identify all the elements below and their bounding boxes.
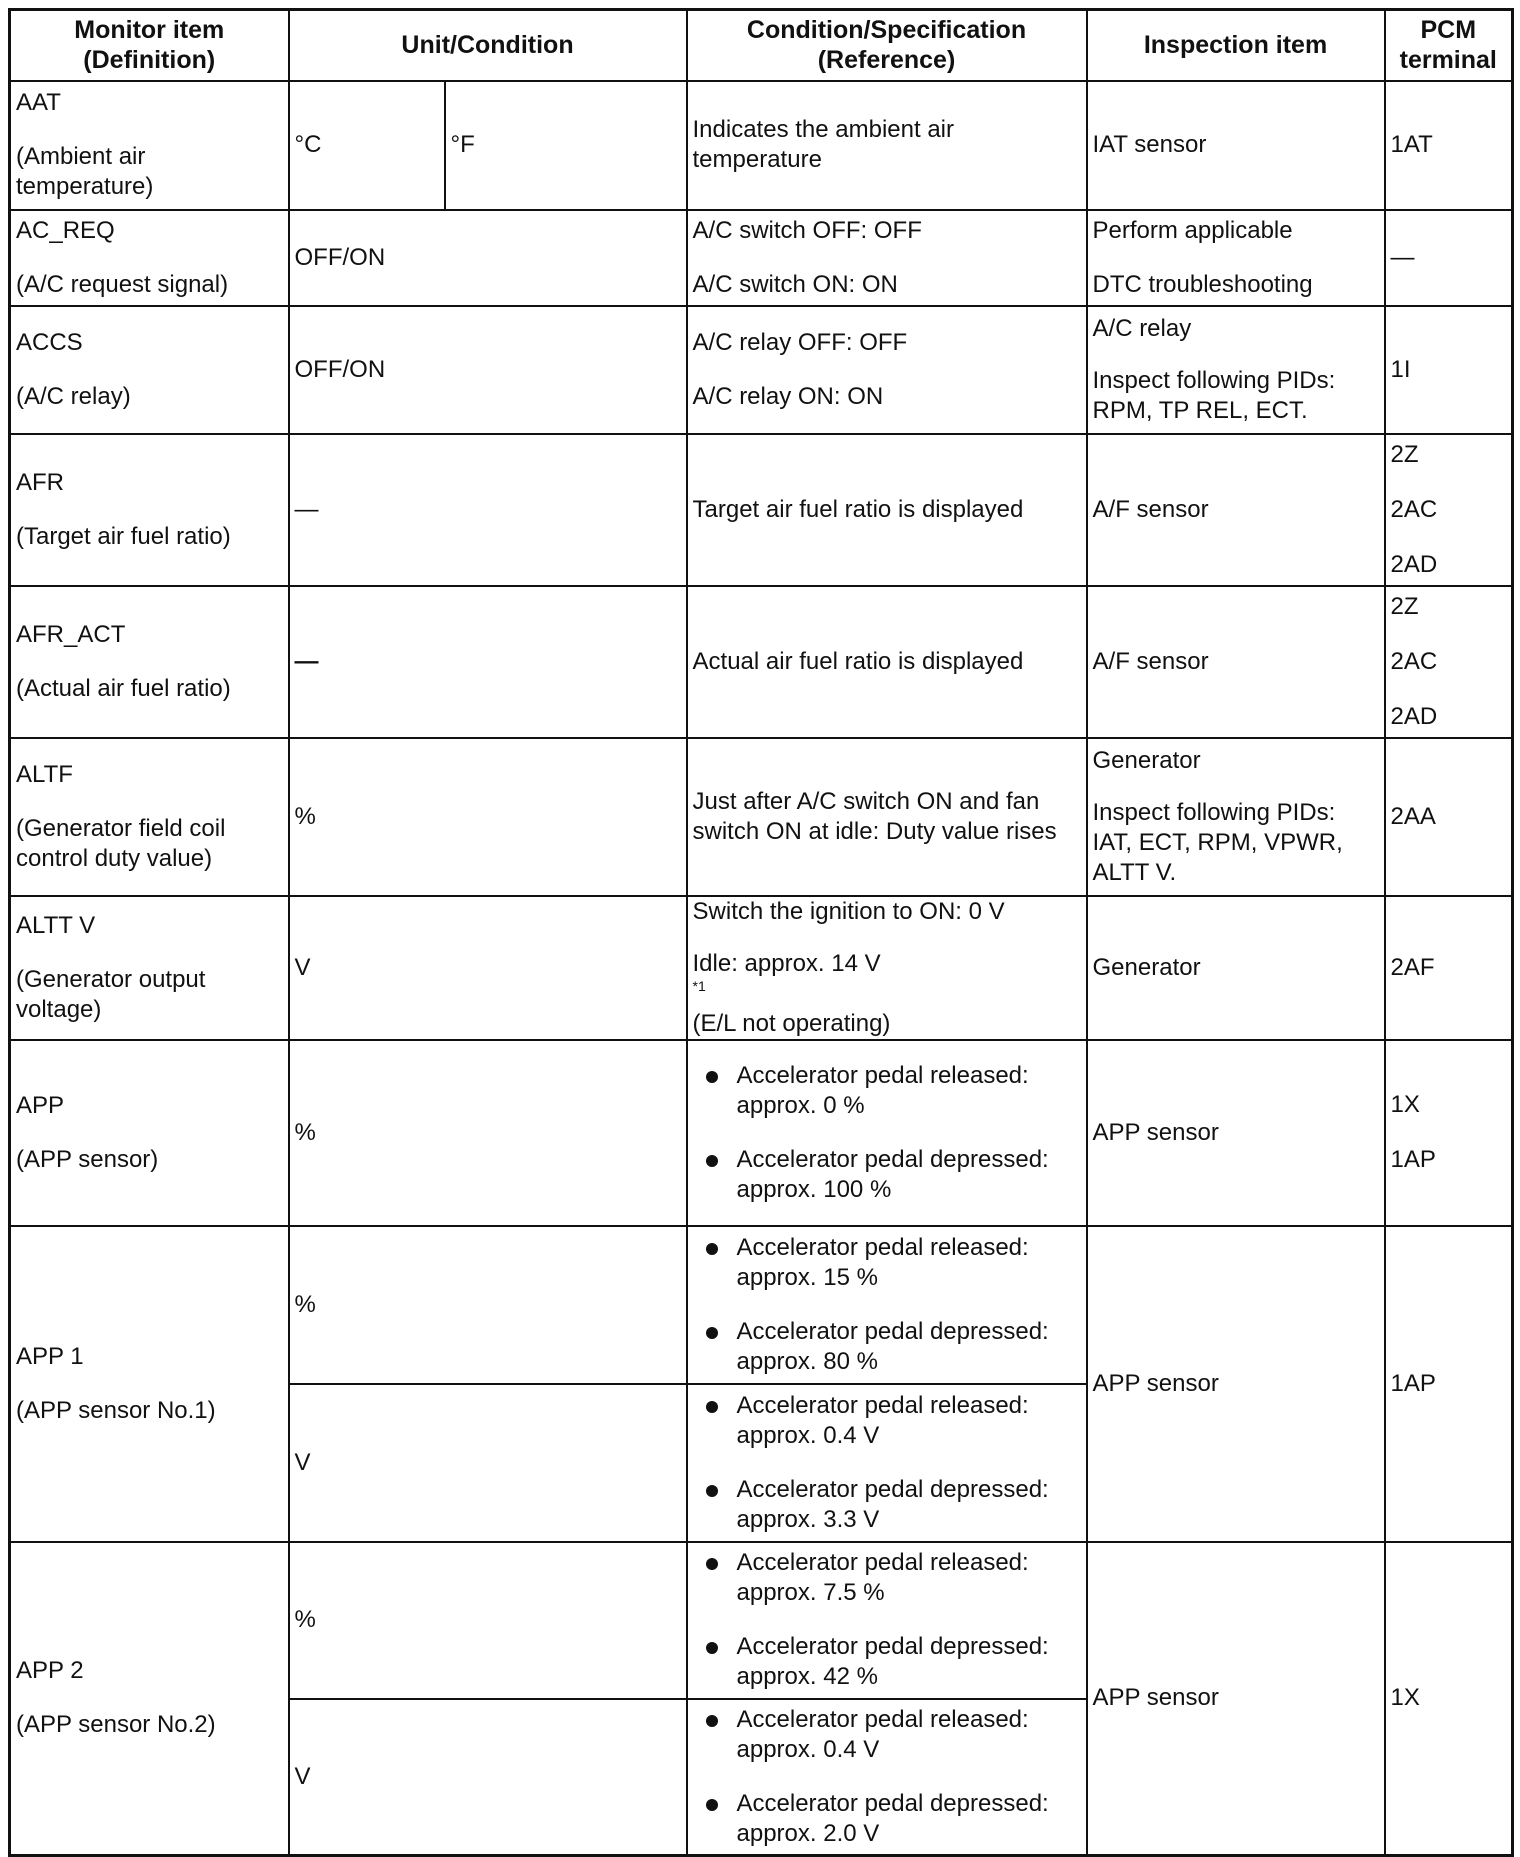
inspection-line: Perform applicable: [1092, 216, 1293, 244]
spec-cell: [687, 738, 1087, 896]
inspection-line: Inspect following PIDs: IAT, ECT, RPM, VPWR, ALTT V.: [1092, 798, 1343, 886]
unit-cell: [289, 1040, 687, 1226]
spec-bullet: Accelerator pedal released: approx. 0.4 V: [737, 1391, 1081, 1451]
spec-bullet: Accelerator pedal released: approx. 7.5 %: [737, 1548, 1081, 1608]
monitor-item-cell: [10, 896, 289, 1040]
monitor-item-definition: (A/C relay): [16, 382, 131, 410]
pcm-cell: [1385, 306, 1513, 434]
header-inspection-item: [1087, 10, 1385, 81]
spec-cell: [687, 434, 1087, 586]
monitor-item-cell: [10, 434, 289, 586]
unit-cell: [445, 81, 687, 210]
spec-text: Target air fuel ratio is displayed: [692, 495, 1024, 523]
pcm-cell: [1385, 586, 1513, 738]
header-monitor-item: [10, 10, 289, 81]
inspection-line: A/C relay: [1092, 314, 1192, 342]
inspection-text: APP sensor: [1092, 1369, 1219, 1397]
monitor-item-name: ALTT V: [16, 911, 96, 939]
inspection-cell: [1087, 1542, 1385, 1856]
pcm-cell: [1385, 434, 1513, 586]
spec-bullet: Accelerator pedal depressed: approx. 2.0 V: [737, 1789, 1081, 1849]
table-row: [10, 434, 1513, 586]
pcm-terminal: 1X: [1390, 1684, 1420, 1712]
spec-cell: [687, 306, 1087, 434]
monitor-item-name: AFR: [16, 468, 64, 496]
pcm-cell: [1385, 1040, 1513, 1226]
inspection-text: Generator: [1092, 953, 1201, 981]
table-row: [10, 81, 1513, 210]
monitor-item-name: AFR_ACT: [16, 620, 126, 648]
spec-line: A/C relay OFF: OFF: [692, 328, 908, 356]
monitor-item-cell: [10, 306, 289, 434]
unit-cell: [289, 1699, 687, 1856]
table-header-row: [10, 10, 1513, 81]
spec-bullet: Accelerator pedal released: approx. 0.4 V: [737, 1705, 1081, 1765]
pcm-terminal: 2AD: [1390, 550, 1438, 578]
inspection-text: IAT sensor: [1092, 131, 1207, 158]
spec-text: Just after A/C switch ON and fan switch ON at idle: Duty value rises: [692, 787, 1057, 845]
monitor-item-definition: (Ambient air temperature): [16, 143, 154, 200]
unit-cell: [289, 1226, 687, 1384]
pcm-terminal: 2Z: [1390, 592, 1419, 620]
monitor-item-definition: (APP sensor): [16, 1145, 159, 1173]
spec-bullet: Accelerator pedal depressed: approx. 100 %: [737, 1145, 1081, 1205]
spec-cell: [687, 1384, 1087, 1542]
unit-cell: [289, 1542, 687, 1699]
spec-cell: [687, 896, 1087, 1040]
pcm-cell: [1385, 210, 1513, 306]
table-row: [10, 1542, 1513, 1699]
inspection-line: Generator: [1092, 746, 1201, 774]
monitor-item-cell: [10, 1542, 289, 1856]
unit-text: OFF/ON: [294, 243, 386, 271]
table-row: [10, 1040, 1513, 1226]
unit-text: %: [294, 802, 316, 830]
monitor-item-cell: [10, 738, 289, 896]
pcm-cell: [1385, 81, 1513, 210]
spec-idle-note: (E/L not operating): [692, 1009, 891, 1037]
pcm-terminal: 2AF: [1390, 953, 1435, 981]
unit-cell: [289, 738, 687, 896]
unit-text: %: [294, 1290, 316, 1318]
monitor-item-name: ACCS: [16, 328, 83, 356]
inspection-cell: [1087, 434, 1385, 586]
spec-bullet-list: [693, 1548, 1081, 1692]
monitor-item-definition: (A/C request signal): [16, 270, 229, 298]
monitor-item-definition: (APP sensor No.1): [16, 1396, 216, 1424]
table-row: [10, 738, 1513, 896]
monitor-item-definition: (Actual air fuel ratio): [16, 674, 231, 702]
monitor-item-cell: [10, 210, 289, 306]
unit-text: %: [294, 1606, 316, 1633]
pcm-cell: [1385, 896, 1513, 1040]
spec-text: Actual air fuel ratio is displayed: [692, 647, 1024, 675]
monitor-item-definition: (Generator output voltage): [16, 965, 206, 1023]
pcm-terminal: 1AP: [1390, 1146, 1436, 1173]
unit-cell: [289, 81, 445, 210]
spec-line: Switch the ignition to ON: 0 V: [692, 897, 1005, 925]
spec-idle-value: Idle: approx. 14 V: [692, 949, 881, 977]
unit-cell: [289, 210, 687, 306]
pcm-terminal: 1AP: [1390, 1369, 1436, 1397]
pcm-cell: [1385, 1226, 1513, 1542]
pcm-cell: [1385, 1542, 1513, 1856]
inspection-cell: [1087, 81, 1385, 210]
inspection-cell: [1087, 1226, 1385, 1542]
header-condition-spec: [687, 10, 1087, 81]
monitor-item-cell: [10, 586, 289, 738]
spec-bullet-list: [693, 1705, 1081, 1849]
spec-bullet: Accelerator pedal depressed: approx. 3.3 V: [737, 1475, 1081, 1535]
pcm-terminal: 1X: [1390, 1091, 1420, 1118]
spec-bullet: Accelerator pedal released: approx. 15 %: [737, 1233, 1081, 1293]
table-row: [10, 586, 1513, 738]
spec-cell: [687, 1699, 1087, 1856]
spec-bullet-list: [693, 1233, 1081, 1377]
unit-text: V: [294, 1762, 311, 1790]
header-monitor-item-label: Monitor item (Definition): [74, 16, 225, 75]
monitor-item-name: APP: [16, 1091, 65, 1119]
header-pcm-terminal: [1385, 10, 1513, 81]
inspection-text: A/F sensor: [1092, 495, 1209, 523]
monitor-item-cell: [10, 81, 289, 210]
inspection-cell: [1087, 1040, 1385, 1226]
pcm-terminal: 2AA: [1390, 802, 1436, 830]
unit-text: V: [294, 953, 311, 981]
unit-celsius: °C: [294, 131, 322, 158]
inspection-line: Inspect following PIDs: RPM, TP REL, ECT.: [1092, 366, 1336, 424]
header-pcm-label: PCM terminal: [1399, 16, 1497, 75]
spec-line: A/C relay ON: ON: [692, 382, 884, 410]
spec-cell: [687, 210, 1087, 306]
pcm-terminal: 2AC: [1390, 495, 1438, 523]
pcm-cell: [1385, 738, 1513, 896]
spec-bullet: Accelerator pedal depressed: approx. 42 %: [737, 1632, 1081, 1692]
pcm-terminal: 2Z: [1390, 440, 1419, 468]
header-condition-label: Condition/Specification (Reference): [746, 16, 1027, 75]
unit-text: %: [294, 1118, 316, 1146]
monitor-item-name: AAT: [16, 89, 61, 116]
unit-text: OFF/ON: [294, 355, 386, 383]
inspection-text: APP sensor: [1092, 1118, 1219, 1146]
spec-bullet: Accelerator pedal depressed: approx. 80 %: [737, 1317, 1081, 1377]
spec-cell: [687, 1040, 1087, 1226]
monitor-item-name: AC_REQ: [16, 216, 115, 244]
monitor-item-name: APP 1: [16, 1342, 84, 1370]
monitor-item-name: ALTF: [16, 760, 73, 788]
inspection-cell: [1087, 896, 1385, 1040]
monitor-item-definition: (Target air fuel ratio): [16, 522, 231, 550]
spec-cell: [687, 1226, 1087, 1384]
unit-text: V: [294, 1448, 311, 1476]
spec-bullet-list: [693, 1061, 1081, 1205]
spec-cell: [687, 81, 1087, 210]
header-inspection-label: Inspection item: [1143, 31, 1328, 60]
table-row: [10, 306, 1513, 434]
unit-cell: [289, 306, 687, 434]
monitor-item-definition: (Generator field coil control duty value): [16, 814, 226, 872]
unit-fahrenheit: °F: [450, 131, 475, 158]
pcm-terminal: 1I: [1390, 355, 1411, 383]
unit-cell: [289, 1384, 687, 1542]
pid-monitor-table: [8, 8, 1514, 1857]
spec-cell: [687, 1542, 1087, 1699]
monitor-item-cell: [10, 1040, 289, 1226]
inspection-text: A/F sensor: [1092, 647, 1209, 675]
inspection-text: APP sensor: [1092, 1684, 1219, 1712]
pcm-terminal: 1AT: [1390, 131, 1433, 158]
table-row: [10, 1226, 1513, 1384]
unit-cell: [289, 434, 687, 586]
inspection-cell: [1087, 738, 1385, 896]
monitor-item-definition: (APP sensor No.2): [16, 1711, 216, 1739]
monitor-item-cell: [10, 1226, 289, 1542]
pcm-terminal: 2AD: [1390, 702, 1438, 730]
inspection-cell: [1087, 586, 1385, 738]
table-row: [10, 896, 1513, 1040]
inspection-line: DTC troubleshooting: [1092, 270, 1313, 298]
pcm-terminal: 2AC: [1390, 647, 1438, 675]
unit-cell: [289, 586, 687, 738]
header-unit-label: Unit/Condition: [401, 31, 574, 60]
spec-text: Indicates the ambient air temperature: [692, 116, 954, 173]
spec-line: A/C switch OFF: OFF: [692, 216, 922, 244]
unit-cell: [289, 896, 687, 1040]
unit-text: —: [294, 495, 319, 523]
spec-bullet: Accelerator pedal released: approx. 0 %: [737, 1061, 1081, 1121]
inspection-cell: [1087, 306, 1385, 434]
footnote-marker: *1: [692, 977, 706, 994]
monitor-item-name: APP 2: [16, 1657, 84, 1685]
header-unit-condition: [289, 10, 687, 81]
table-row: [10, 210, 1513, 306]
spec-line: [693, 949, 1081, 1039]
inspection-cell: [1087, 210, 1385, 306]
unit-text: —: [294, 647, 319, 675]
pcm-terminal: —: [1390, 243, 1415, 271]
spec-line: A/C switch ON: ON: [692, 270, 898, 298]
spec-cell: [687, 586, 1087, 738]
spec-bullet-list: [693, 1391, 1081, 1535]
